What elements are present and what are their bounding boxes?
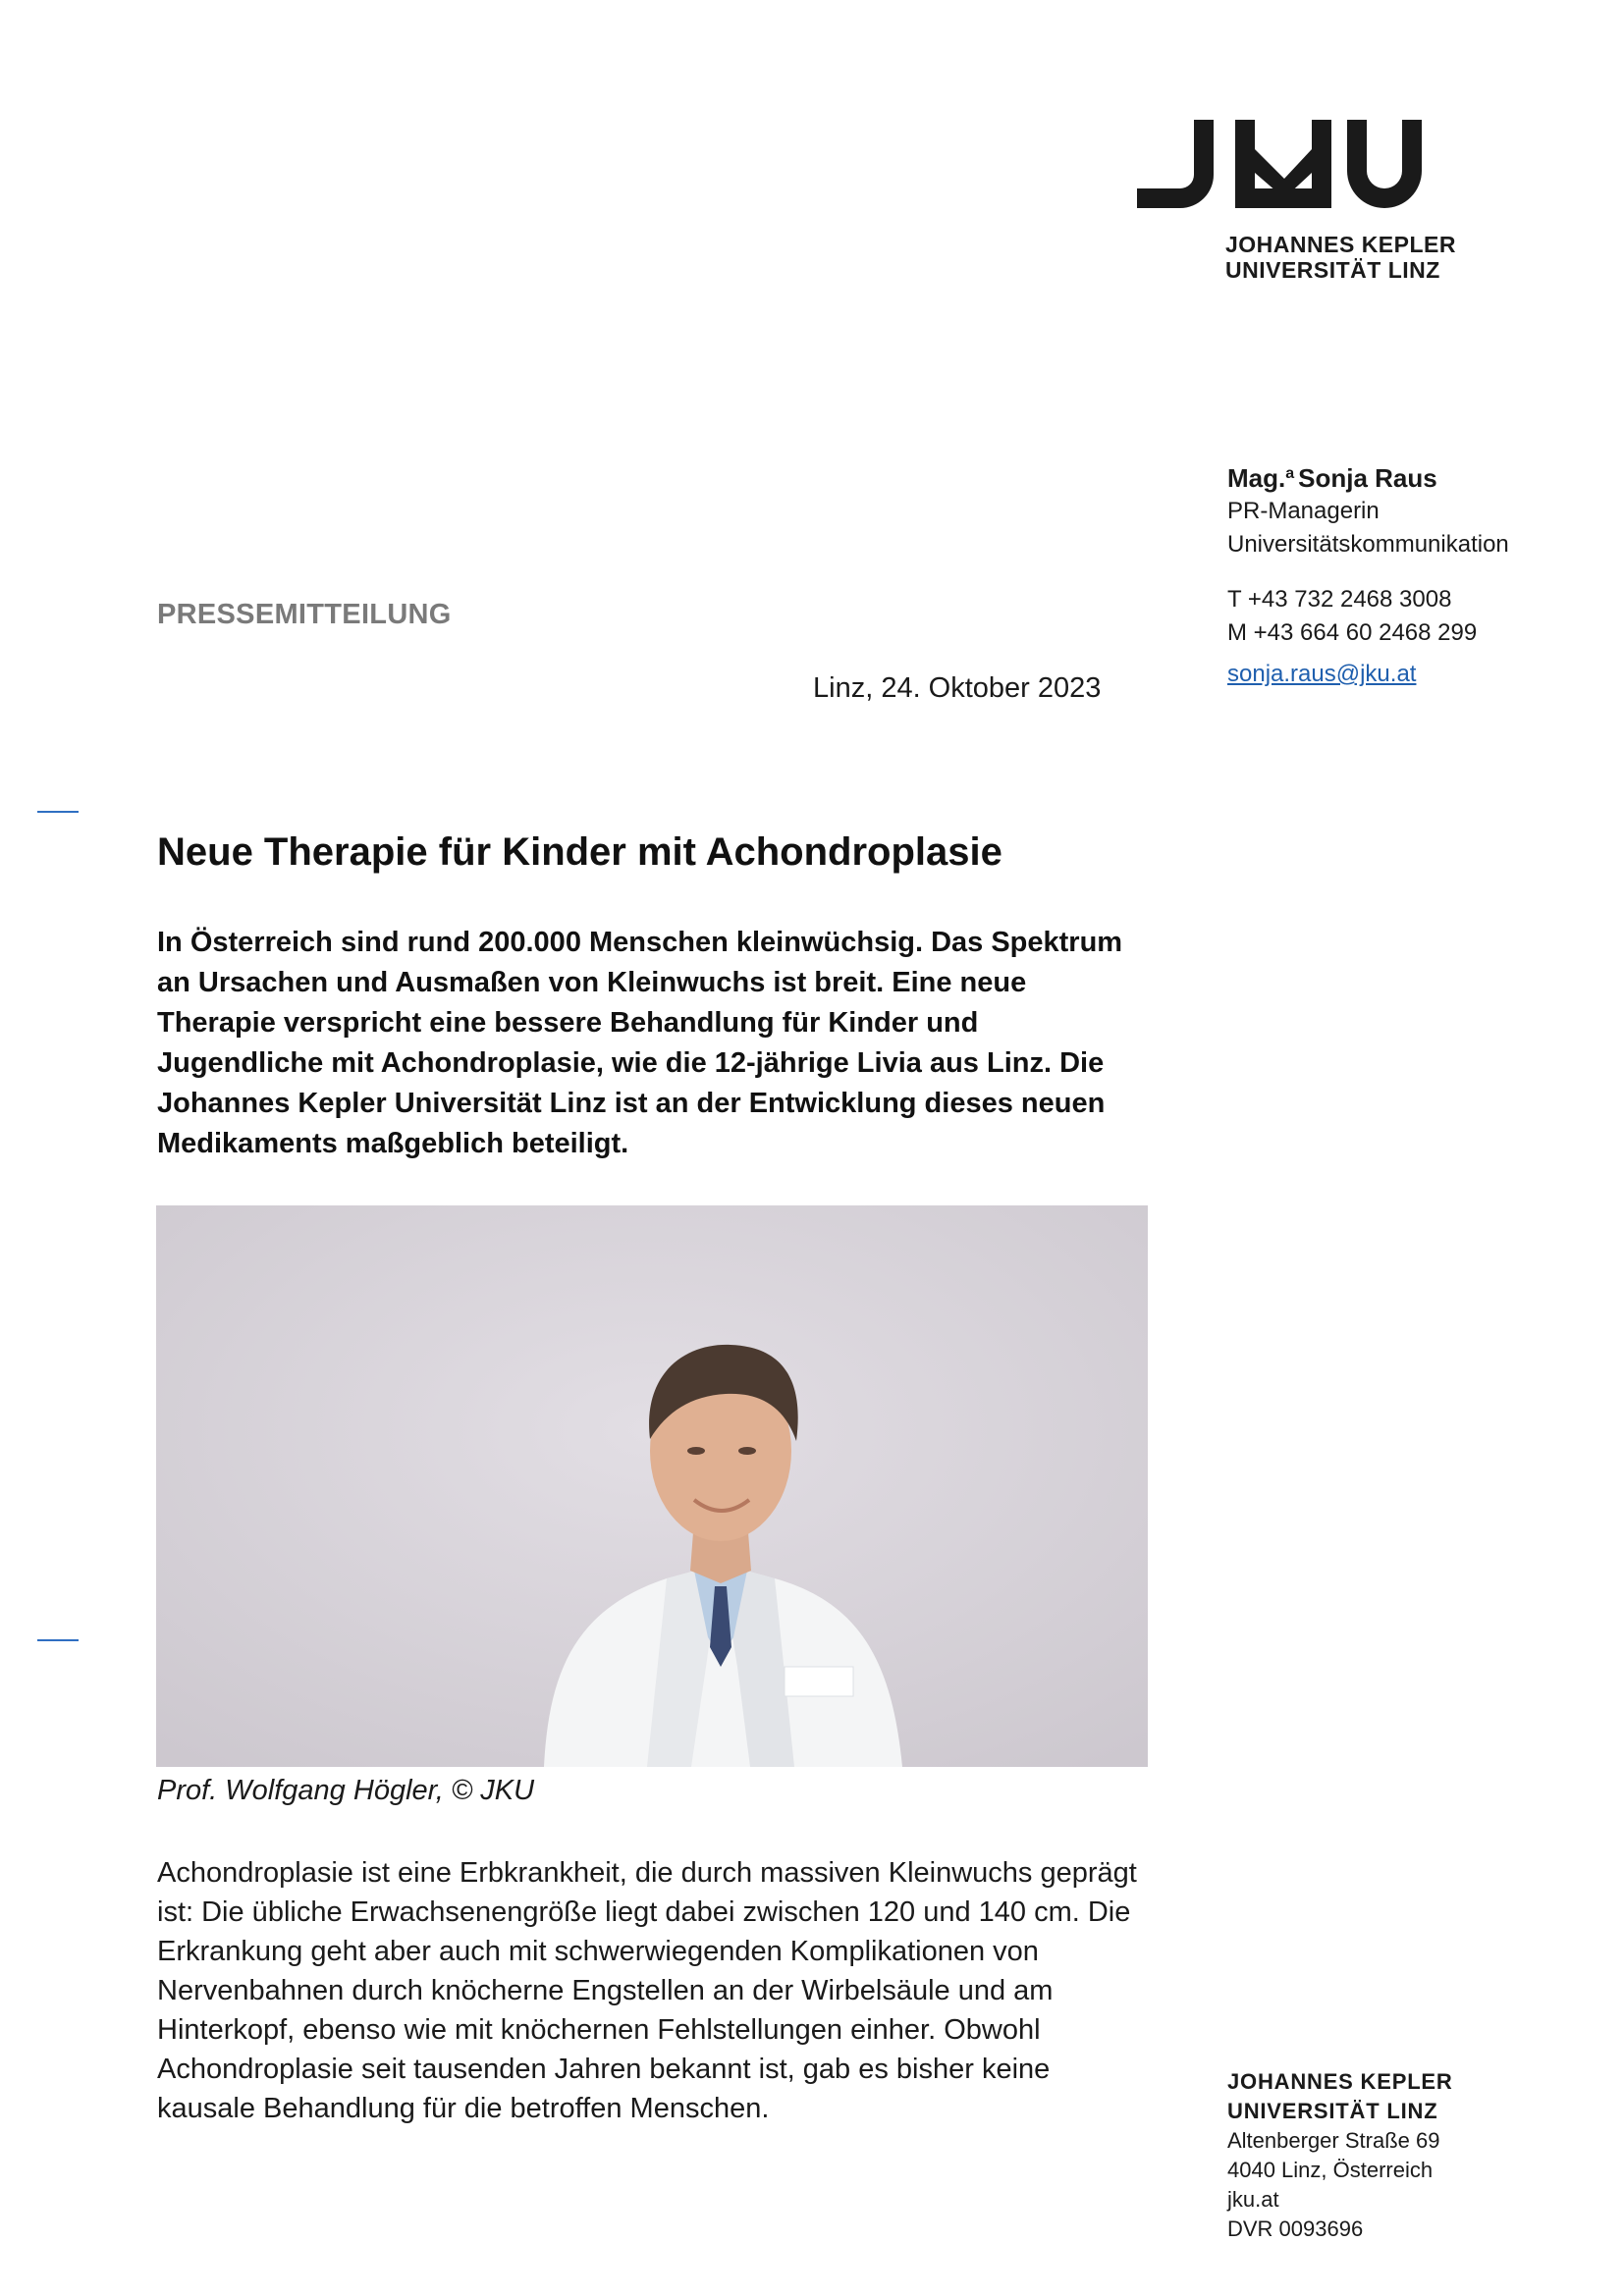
fold-mark-middle bbox=[37, 1639, 79, 1641]
article-lead: In Österreich sind rund 200.000 Menschen kleinwüchsig. Das Spektrum an Ursachen und Ausmaßen von Kleinwuchs ist breit. Eine neue Therapie verspricht eine bessere Behandlung für Kinder und Jugendliche mit Achondroplasie, wie die 12-jährige Livia aus Linz. Die Johannes Kepler Universität Linz ist an der Entwicklung dieses neuen Medikaments maßgeblich beteiligt. bbox=[157, 927, 1123, 1159]
article-body: Achondroplasie ist eine Erbkrankheit, die durch massiven Kleinwuchs geprägt ist: Die übliche Erwachsenengröße liegt dabei zwischen 120 und 140 cm. Die Erkrankung geht aber auch mit schwerwiegenden Komplikationen von Nervenbahnen durch knöcherne Engstellen an der Wirbelsäule und am Hinterkopf, ebenso wie mit knöchernen Fehlstellungen einher. Obwohl Achondroplasie seit tausenden Jahren bekannt ist, gab es bisher keine kausale Behandlung für die betroffen Menschen. bbox=[157, 1857, 1137, 2124]
footer-street: Altenberger Straße 69 bbox=[1227, 2128, 1440, 2153]
press-release-label: PRESSEMITTEILUNG bbox=[157, 599, 452, 630]
contact-phone: T +43 732 2468 3008 bbox=[1227, 586, 1452, 613]
contact-email-link[interactable]: sonja.raus@jku.at bbox=[1227, 661, 1417, 687]
contact-title-sup: a bbox=[1285, 465, 1295, 482]
contact-role: PR-Managerin bbox=[1227, 498, 1380, 524]
footer-name-line-2: UNIVERSITÄT LINZ bbox=[1227, 2099, 1438, 2123]
footer-web: jku.at bbox=[1227, 2187, 1279, 2212]
photo-caption: Prof. Wolfgang Högler, © JKU bbox=[157, 1775, 535, 1806]
contact-mobile: M +43 664 60 2468 299 bbox=[1227, 619, 1478, 646]
release-date: Linz, 24. Oktober 2023 bbox=[813, 672, 1102, 704]
fold-mark-top bbox=[37, 811, 79, 813]
logo-line-2: UNIVERSITÄT LINZ bbox=[1225, 257, 1440, 283]
footer-dvr: DVR 0093696 bbox=[1227, 2216, 1364, 2241]
jku-logo bbox=[1137, 116, 1483, 285]
footer-address bbox=[1227, 2067, 1600, 2244]
footer-name-line-1: JOHANNES KEPLER bbox=[1227, 2069, 1453, 2094]
logo-line-1: JOHANNES KEPLER bbox=[1225, 232, 1456, 257]
article-headline: Neue Therapie für Kinder mit Achondroplasie bbox=[157, 830, 1002, 874]
contact-title-prefix: Mag. bbox=[1227, 463, 1286, 493]
contact-name: Sonja Raus bbox=[1298, 463, 1437, 493]
contact-spacer bbox=[1227, 561, 1600, 583]
portrait-illustration bbox=[156, 1205, 1148, 1767]
footer-city: 4040 Linz, Österreich bbox=[1227, 2158, 1434, 2182]
contact-department: Universitätskommunikation bbox=[1227, 531, 1509, 558]
portrait-photo bbox=[156, 1205, 1148, 1767]
contact-name-line bbox=[1227, 457, 1600, 495]
contact-block bbox=[1227, 457, 1600, 691]
jku-wordmark-logo bbox=[1137, 116, 1432, 212]
